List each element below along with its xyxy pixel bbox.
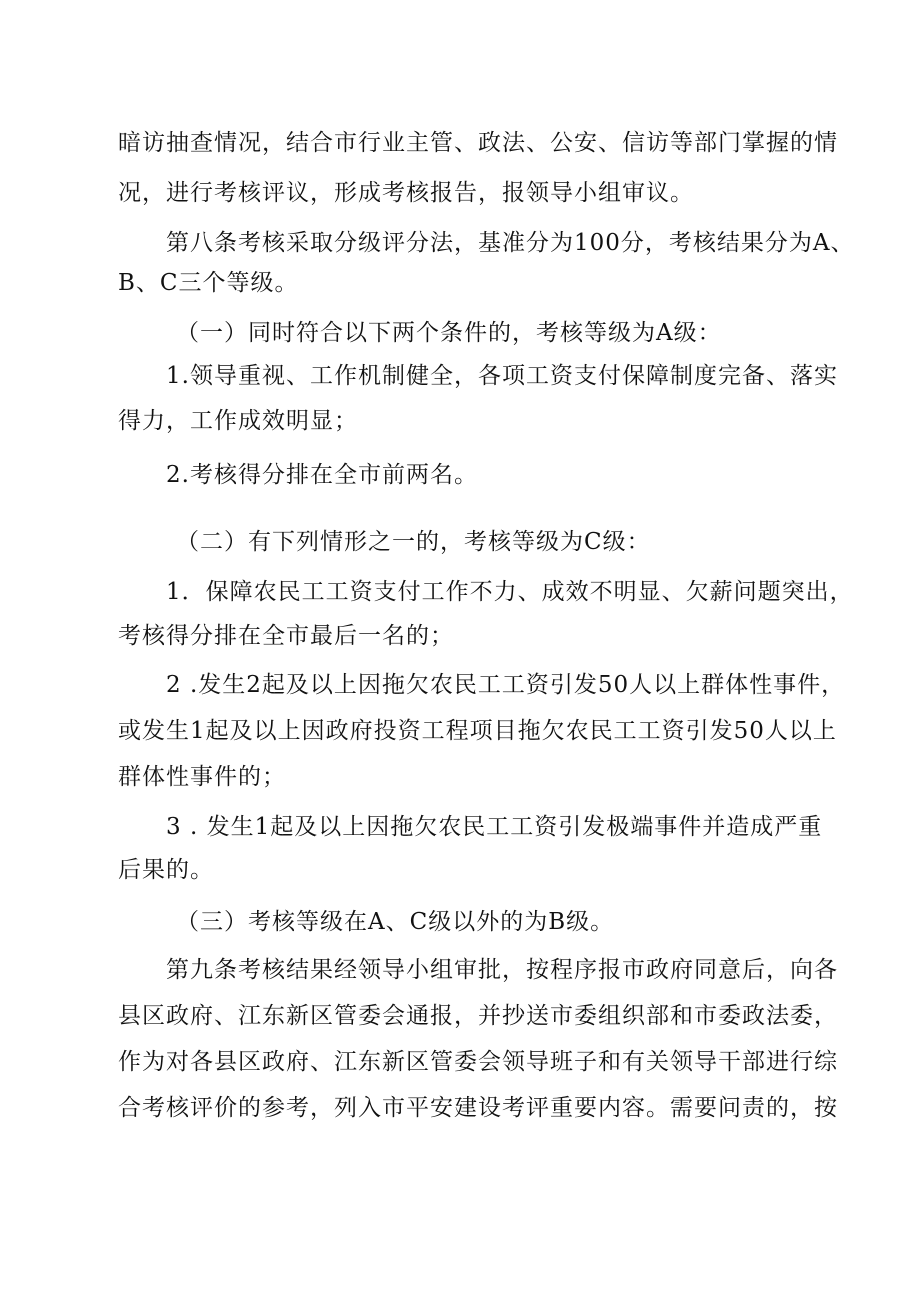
article-8-line: 第八条考核采取分级评分法，基准分为100分，考核结果分为A、 <box>166 230 855 256</box>
paragraph-line: 况，进行考核评议，形成考核报告，报领导小组审议。 <box>118 180 694 206</box>
paragraph-line: 或发生1起及以上因政府投资工程项目拖欠农民工工资引发50人以上 <box>118 718 837 744</box>
list-item: 2.考核得分排在全市前两名。 <box>166 462 478 488</box>
paragraph-line: 得力，工作成效明显； <box>118 408 358 434</box>
paragraph-line: 合考核评价的参考，列入市平安建设考评重要内容。需要问责的，按 <box>118 1095 838 1121</box>
section-heading-a: （一）同时符合以下两个条件的，考核等级为A级： <box>176 320 722 346</box>
paragraph-line: B、C三个等级。 <box>118 270 299 296</box>
article-9-line: 第九条考核结果经领导小组审批，按程序报市政府同意后，向各 <box>166 957 838 983</box>
paragraph-line: 暗访抽查情况，结合市行业主管、政法、公安、信访等部门掌握的情 <box>118 130 838 156</box>
list-item: 3 . 发生1起及以上因拖欠农民工工资引发极端事件并造成严重 <box>166 814 823 840</box>
list-item: 2 .发生2起及以上因拖欠农民工工资引发50人以上群体性事件， <box>166 672 846 698</box>
list-item: 1.领导重视、工作机制健全，各项工资支付保障制度完备、落实 <box>166 363 838 389</box>
section-heading-c: （二）有下列情形之一的，考核等级为C级： <box>176 529 651 555</box>
paragraph-line: 作为对各县区政府、江东新区管委会领导班子和有关领导干部进行综 <box>118 1049 838 1075</box>
paragraph-line: 县区政府、江东新区管委会通报，并抄送市委组织部和市委政法委， <box>118 1003 838 1029</box>
section-heading-b: （三）考核等级在A、C级以外的为B级。 <box>176 909 615 935</box>
paragraph-line: 群体性事件的； <box>118 764 286 790</box>
list-item: 1．保障农民工工资支付工作不力、成效不明显、欠薪问题突出， <box>166 579 854 605</box>
paragraph-line: 后果的。 <box>118 857 214 883</box>
paragraph-line: 考核得分排在全市最后一名的； <box>118 623 454 649</box>
